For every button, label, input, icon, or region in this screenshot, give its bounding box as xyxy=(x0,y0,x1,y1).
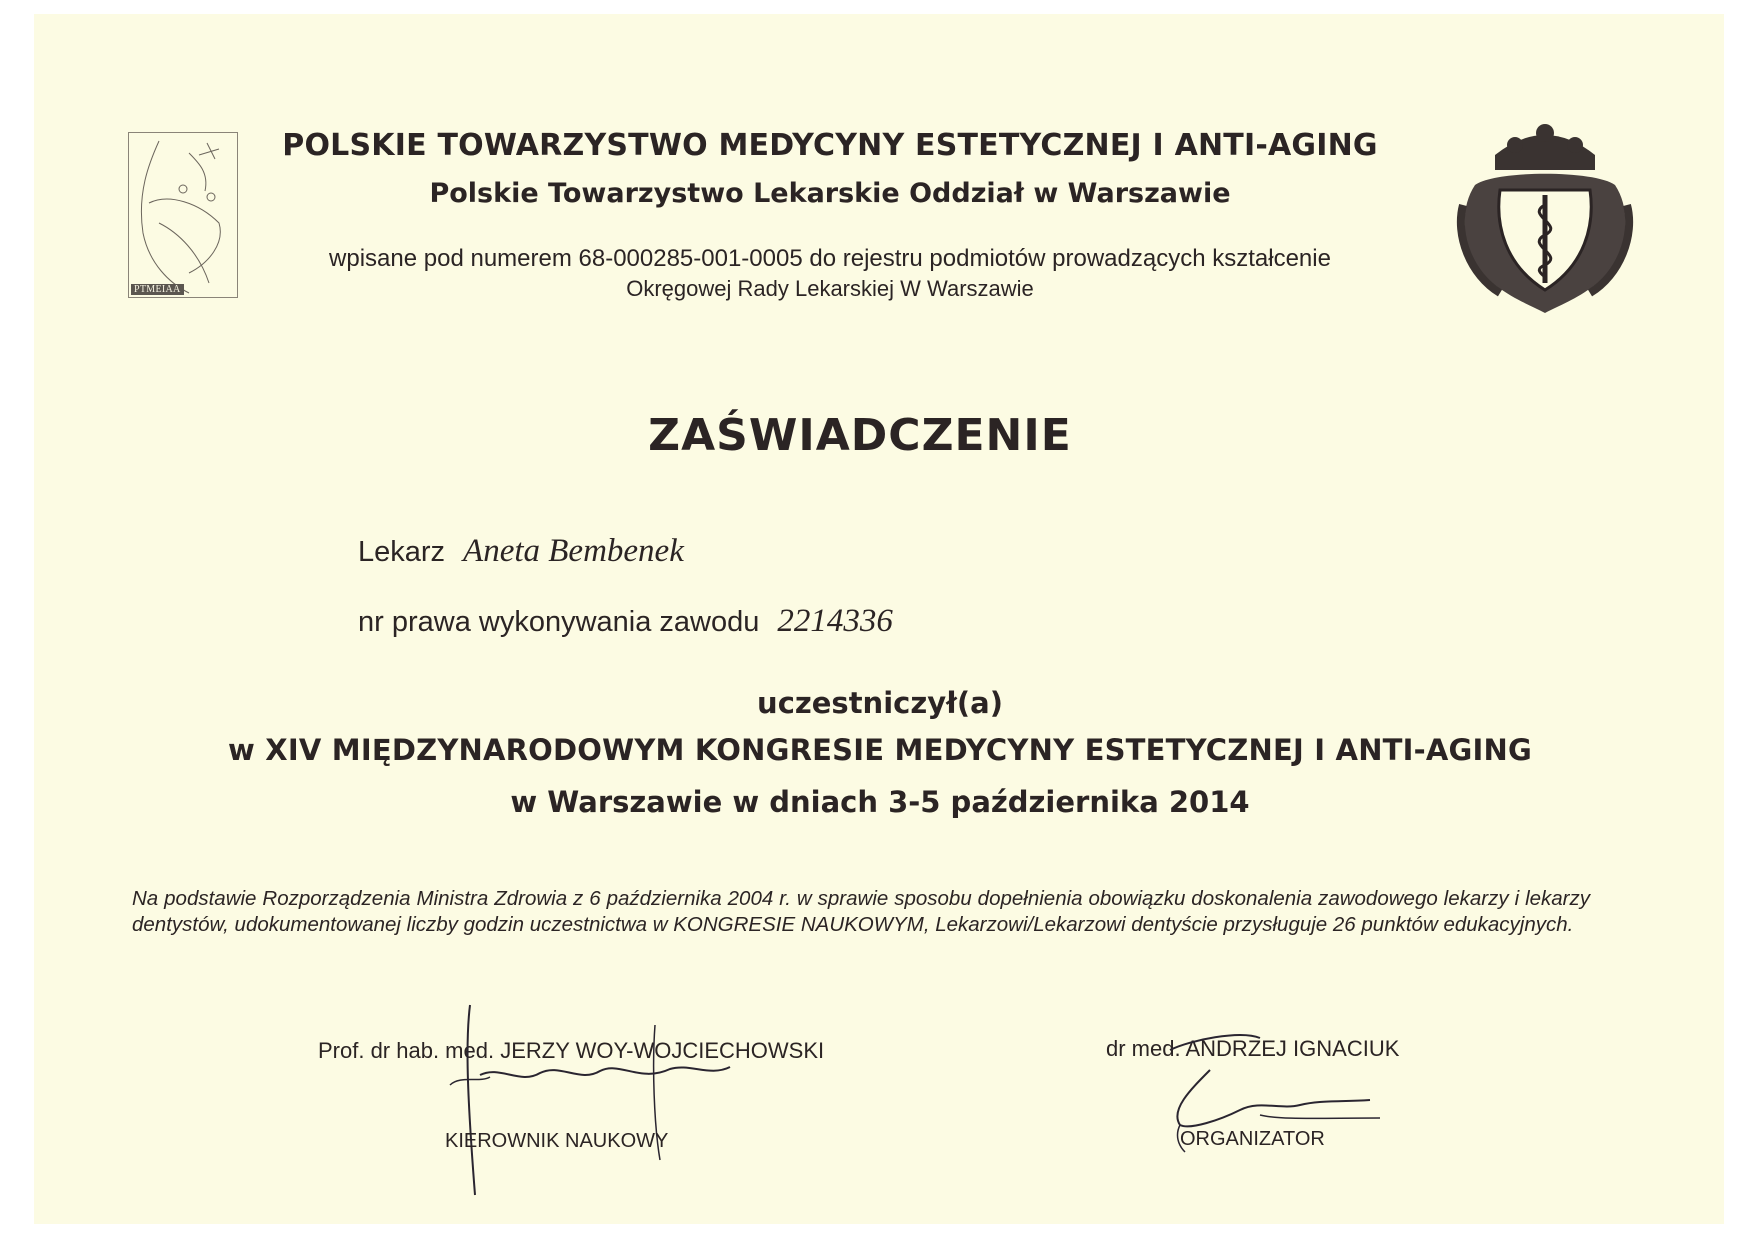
doctor-name: Aneta Bembenek xyxy=(463,533,684,569)
legal-basis-paragraph: Na podstawie Rozporządzenia Ministra Zdrowia z 6 października 2004 r. w sprawie sposobu dopełnienia obowiązku doskonalenia zawodowego lekarzy i lekarzy dentystów, udokumentowanej liczby godzin uczestnictwa w KONGRESIE NAUKOWYM, Lekarzowi/Lekarzowi dentyście przysługuje 26 punktów edukacyjnych. xyxy=(132,887,1590,936)
doctor-row xyxy=(358,533,684,570)
participated-text: uczestniczył(a) xyxy=(757,686,1003,720)
right-signatory-name: dr med. ANDRZEJ IGNACIUK xyxy=(1106,1036,1400,1061)
registration-line-2: Okręgowej Rady Lekarskiej W Warszawie xyxy=(626,276,1034,301)
congress-location-dates: w Warszawie w dniach 3-5 października 2014 xyxy=(510,785,1250,819)
doctor-label: Lekarz xyxy=(358,536,446,568)
logo-tag: PTMEIAA xyxy=(131,284,184,295)
document-title: ZAŚWIADCZENIE xyxy=(648,410,1072,461)
left-handwritten-signature xyxy=(440,1005,740,1205)
license-number: 2214336 xyxy=(777,603,893,639)
organization-name: POLSKIE TOWARZYSTWO MEDYCYNY ESTETYCZNEJ I ANTI-AGING xyxy=(282,128,1378,163)
medical-crest-icon xyxy=(1455,115,1635,315)
right-signatory-role: ORGANIZATOR xyxy=(1180,1128,1325,1150)
registration-line-1: wpisane pod numerem 68-000285-001-0005 do rejestru podmiotów prowadzących kształcenie xyxy=(329,245,1331,272)
license-row xyxy=(358,603,893,640)
congress-name: w XIV MIĘDZYNARODOWYM KONGRESIE MEDYCYNY ESTETYCZNEJ I ANTI-AGING xyxy=(228,733,1532,767)
figure-sketch-icon xyxy=(129,133,237,297)
left-signatory-role: KIEROWNIK NAUKOWY xyxy=(445,1130,669,1152)
organization-branch: Polskie Towarzystwo Lekarskie Oddział w Warszawie xyxy=(429,178,1231,209)
left-signatory-name: Prof. dr hab. med. JERZY WOY-WOJCIECHOWSKI xyxy=(318,1038,825,1063)
society-logo xyxy=(128,132,238,298)
license-label: nr prawa wykonywania zawodu xyxy=(358,606,760,638)
